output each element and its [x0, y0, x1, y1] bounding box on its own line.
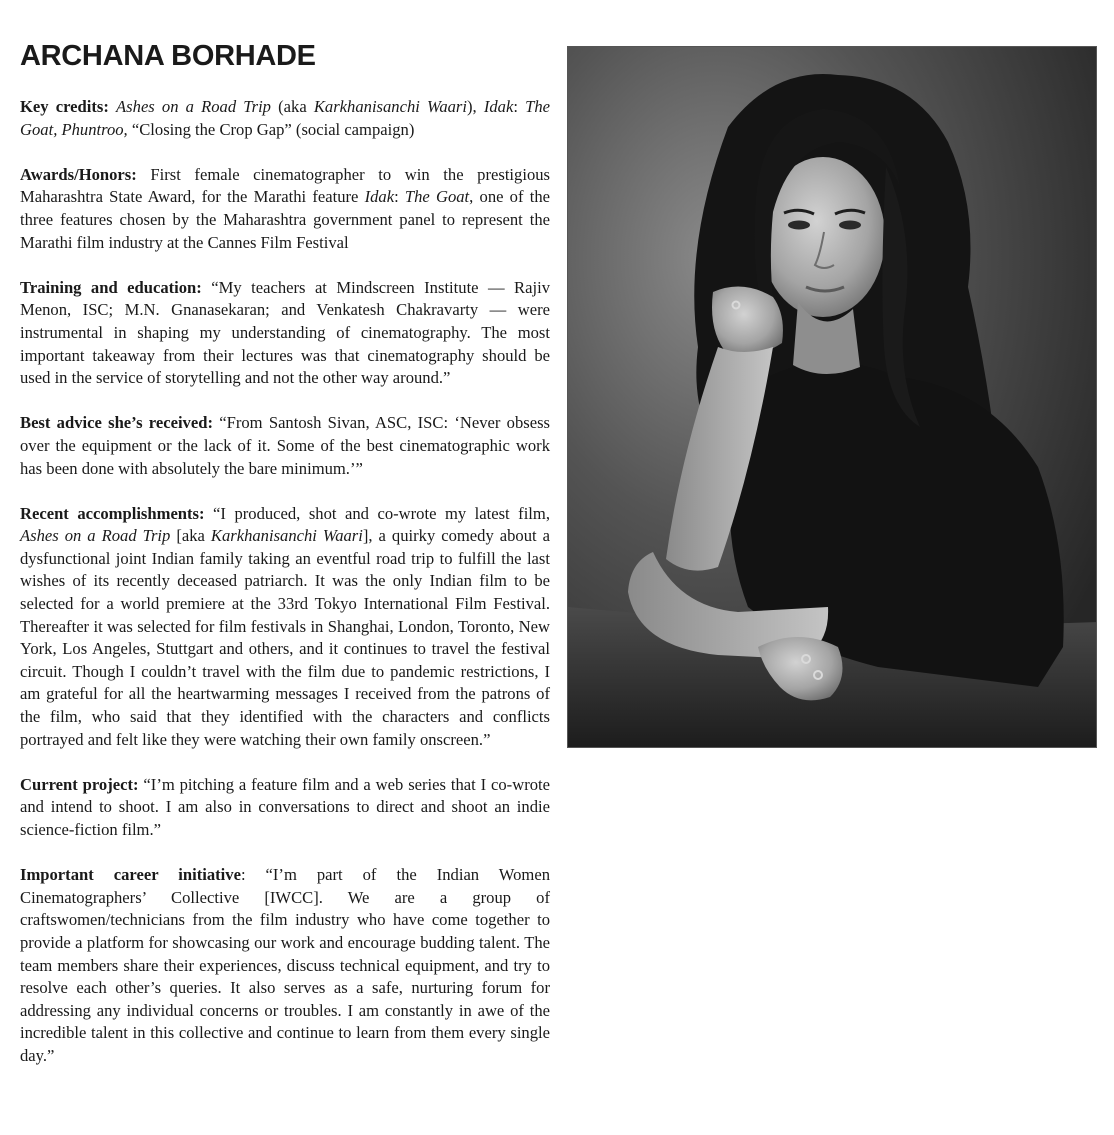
- body-text: (aka: [270, 97, 314, 116]
- body-text: “Closing the Crop Gap” (social campaign): [127, 119, 415, 139]
- section-label: Awards/Honors:: [20, 164, 137, 184]
- italic-title-text: Ashes on a Road Trip: [116, 97, 271, 116]
- body-text: :: [394, 187, 405, 207]
- section-awards-honors: [20, 164, 550, 254]
- page-title: ARCHANA BORHADE: [20, 40, 316, 72]
- body-text: “I’m pitching a feature film and a web series that I co-wrote and intend to shoot. I am also in conversations to direct and shoot an indie science-fiction film.”: [20, 774, 550, 839]
- body-text: , one of the three features chosen by the Maharashtra government panel to represent the Marathi film industry at the Cannes Film Festival: [20, 187, 550, 252]
- body-text: First female cinematographer to win the prestigious Maharashtra State Award, for the Marathi feature: [20, 164, 550, 207]
- italic-title-text: Idak: [364, 187, 395, 207]
- body-text: “My teachers at Mindscreen Institute — Rajiv Menon, ISC; M.N. Gnanasekaran; and Venkatesh Chakravarty — were instrumental in shaping my understanding of cinematography. The most important takeaway from their lectures was that cinematography should be used in the service of storytelling and not the other way around.”: [20, 277, 550, 388]
- portrait-image: [568, 47, 1097, 748]
- body-text: [aka: [170, 526, 211, 546]
- italic-title-text: The Goat, Phuntroo,: [20, 97, 551, 139]
- section-label: Current project:: [20, 774, 139, 794]
- section-recent-accomplishments: [20, 503, 550, 752]
- bio-text-column: [20, 96, 550, 1090]
- section-body: [20, 504, 550, 749]
- body-text: : “I’m part of the Indian Women Cinematographers’ Collective [IWCC]. We are a group of craftswomen/technicians from the film industry who have come together to provide a platform for showcasing our work and encourage budding talent. The team members share their experiences, discuss technical equipment, and try to resolve each other’s queries. It also serves as a safe, nurturing forum for addressing any individual concerns or troubles. I am constantly in awe of the incredible talent in this collective and continue to learn from them every single day.”: [20, 865, 550, 1065]
- body-text: :: [513, 97, 526, 116]
- section-label: Key credits:: [20, 97, 109, 116]
- italic-title-text: The Goat: [404, 187, 470, 207]
- section-label: Best advice she’s received:: [20, 413, 213, 433]
- section-current-project: [20, 774, 550, 842]
- italic-title-text: Ashes on a Road Trip: [20, 526, 171, 546]
- section-label: Recent accomplishments:: [20, 503, 205, 523]
- body-text: [109, 97, 116, 116]
- section-key-credits: [20, 96, 550, 141]
- body-text: “I produced, shot and co-wrote my latest film,: [204, 503, 550, 523]
- section-career-initiative: [20, 864, 550, 1067]
- section-body: [20, 865, 550, 1065]
- section-label: Training and education:: [20, 277, 202, 297]
- section-label: Important career initiative: [20, 865, 241, 885]
- body-text: “From Santosh Sivan, ASC, ISC: ‘Never obsess over the equipment or the lack of it. Some of the best cinematographic work has been done with absolutely the bare minimum.’”: [20, 413, 550, 478]
- section-training-education: [20, 277, 550, 390]
- italic-title-text: Karkhanisanchi Waari: [313, 97, 467, 116]
- portrait-photo: [567, 46, 1097, 748]
- section-best-advice: [20, 412, 550, 480]
- body-text: ),: [467, 97, 484, 116]
- italic-title-text: Karkhanisanchi Waari: [210, 526, 363, 546]
- italic-title-text: Idak: [483, 97, 514, 116]
- body-text: ], a quirky comedy about a dysfunctional joint Indian family taking an eventful road trip to fulfill the last wishes of its recently deceased patriarch. It was the only Indian film to be selected for a world premiere at the 33rd Tokyo International Film Festival. Thereafter it was selected for film festivals in Shanghai, London, Toronto, New York, Los Angeles, Stuttgart and others, and it continues to travel the festival circuit. Though I couldn’t travel with the film due to pandemic restrictions, I am grateful for all the heartwarming messages I received from the patrons of the film, who said that they identified with the characters and conflicts portrayed and felt like they were watching their own family onscreen.”: [20, 526, 551, 749]
